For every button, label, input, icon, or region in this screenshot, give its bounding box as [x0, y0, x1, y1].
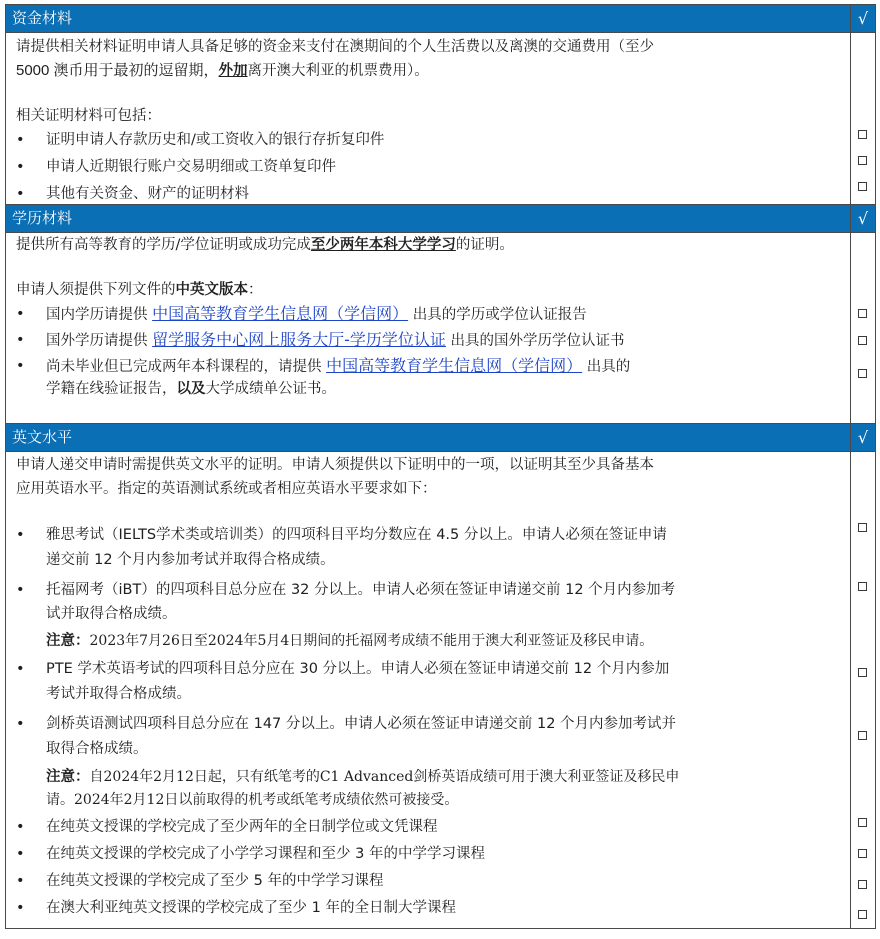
bullet-icon: •: [16, 186, 25, 202]
checkbox[interactable]: [858, 523, 867, 532]
funds-intro-line1: 请提供相关材料证明申请人具备足够的资金来支付在澳期间的个人生活费以及离澳的交通费用（至少: [16, 39, 654, 55]
checkbox[interactable]: [858, 849, 867, 858]
checkbox[interactable]: [858, 369, 867, 378]
bullet-icon: •: [16, 159, 25, 175]
english-header-row: [6, 424, 876, 452]
funds-intro-line2: 5000 澳币用于最初的逗留期，外加离开澳大利亚的机票费用）。: [16, 62, 429, 79]
funds-list-intro: 相关证明材料可包括：: [16, 108, 161, 124]
education-checkbox-cell: [851, 233, 876, 424]
checkbox[interactable]: [858, 309, 867, 318]
bullet-icon: •: [16, 716, 25, 732]
education-intro: 提供所有高等教育的学历/学位证明或成功完成至少两年本科大学学习的证明。: [16, 237, 514, 253]
checkbox[interactable]: [858, 731, 867, 740]
chsi-link[interactable]: 中国高等教育学生信息网（学信网）: [152, 304, 409, 323]
bullet-icon: •: [16, 306, 25, 322]
education-requirement: 申请人须提供下列文件的中英文版本：: [16, 282, 263, 298]
checkbox[interactable]: [858, 668, 867, 677]
list-item-continuation: 试并取得合格成绩。: [46, 606, 177, 622]
english-section-check-icon[interactable]: √: [851, 424, 876, 452]
chsi-link[interactable]: 中国高等教育学生信息网（学信网）: [326, 356, 583, 375]
checkbox[interactable]: [858, 156, 867, 165]
english-intro-line1: 申请人递交申请时需提供英文水平的证明。申请人须提供以下证明中的一项，以证明其至少具备基本: [16, 457, 654, 473]
bullet-icon: •: [16, 527, 25, 543]
document-checklist-table: [5, 4, 876, 929]
checkbox[interactable]: [858, 182, 867, 191]
list-item-continuation: 学籍在线验证报告，以及大学成绩单公证书。: [46, 381, 336, 397]
funds-checkbox-cell: [851, 33, 876, 205]
education-body: 提供所有高等教育的学历/学位证明或成功完成至少两年本科大学学习的证明。 申请人须提供下列文件的中英文版本： • 国内学历请提供 中国高等教育学生信息网（学信网） 出具的学历或学位认证报告 • 国外学历请提供 留学服务中心网上服务大厅-学历学位认证 出具的国外学历学位认证书 • 尚未毕业但已完成两年本科课程的，请提供 中国高等教育学生信息网（学信网） 出具的 学籍在线验证报告，以及大学成绩单公证书。: [6, 233, 851, 424]
english-checkbox-cell: [851, 452, 876, 929]
funds-section-title: 资金材料: [6, 5, 851, 33]
bullet-icon: •: [16, 900, 25, 916]
funds-header-row: [6, 5, 876, 33]
education-header-row: [6, 205, 876, 233]
english-body-row: [6, 452, 876, 929]
list-item-continuation: 取得合格成绩。: [46, 741, 148, 757]
checkbox[interactable]: [858, 582, 867, 591]
cambridge-note-line2: 请。2024年2月12日以前取得的机考或纸笔考成绩依然可被接受。: [46, 792, 459, 808]
bullet-icon: •: [16, 332, 25, 348]
checkbox[interactable]: [858, 130, 867, 139]
ibt-note: 注意：2023年7月26日至2024年5月4日期间的托福网考成绩不能用于澳大利亚签证及移民申请。: [46, 633, 654, 649]
bullet-icon: •: [16, 132, 25, 148]
list-item-continuation: 考试并取得合格成绩。: [46, 686, 191, 702]
funds-emphasis: 外加: [218, 63, 248, 79]
list-item-continuation: 递交前 12 个月内参加考试并取得合格成绩。: [46, 552, 335, 568]
cscse-link[interactable]: 留学服务中心网上服务大厅-学历学位认证: [152, 330, 446, 349]
bullet-icon: •: [16, 358, 25, 374]
english-intro-line2: 应用英语水平。指定的英语测试系统或者相应英语水平要求如下：: [16, 481, 437, 497]
funds-section-check-icon[interactable]: √: [851, 5, 876, 33]
checkbox[interactable]: [858, 336, 867, 345]
bullet-icon: •: [16, 819, 25, 835]
funds-body: 请提供相关材料证明申请人具备足够的资金来支付在澳期间的个人生活费以及离澳的交通费用（至少 5000 澳币用于最初的逗留期，外加离开澳大利亚的机票费用）。 相关证明材料可包括： • 证明申请人存款历史和/或工资收入的银行存折复印件 • 申请人近期银行账户交易明细或工资单复印件 • 其他有关资金、财产的证明材料: [6, 33, 851, 205]
funds-body-row: [6, 33, 876, 205]
education-section-title: 学历材料: [6, 205, 851, 233]
english-body: 申请人递交申请时需提供英文水平的证明。申请人须提供以下证明中的一项，以证明其至少具备基本 应用英语水平。指定的英语测试系统或者相应英语水平要求如下： • 雅思考试（IELTS学术类或培训类）的四项科目平均分数应在 4.5 分以上。申请人必须在签证申请 递交前 12 个月内参加考试并取得合格成绩。 • 托福网考（iBT）的四项科目总分应在 32 分以上。申请人必须在签证申请递交前 12 个月内参加考 试并取得合格成绩。 注意：2023年7月26日至2024年5月4日期间的托福网考成绩不能用于澳大利亚签证及移民申请。 • PTE 学术英语考试的四项科目总分应在 30 分以上。申请人必须在签证申请递交前 12 个月内参加 考试并取得合格成绩。 • 剑桥英语测试四项科目总分应在 147 分以上。申请人必须在签证申请递交前 12 个月内参加考试并 取得合格成绩。 注意：自2024年2月12日起，只有纸笔考的C1 Advanced剑桥英语成绩可用于澳大利亚签证及移民申 请。2024年2月12日以前取得的机考或纸笔考成绩依然可被接受。 • 在纯英文授课的学校完成了至少两年的全日制学位或文凭课程 • 在纯英文授课的学校完成了小学学习课程和至少 3 年的中学学习课程 • 在纯英文授课的学校完成了至少 5 年的中学学习课程 • 在澳大利亚纯英文授课的学校完成了至少 1 年的全日制大学课程: [6, 452, 851, 929]
english-section-title: 英文水平: [6, 424, 851, 452]
education-section-check-icon[interactable]: √: [851, 205, 876, 233]
checkbox[interactable]: [858, 880, 867, 889]
cambridge-note-line1: 注意：自2024年2月12日起，只有纸笔考的C1 Advanced剑桥英语成绩可用于澳大利亚签证及移民申: [46, 769, 680, 785]
checkbox[interactable]: [858, 818, 867, 827]
education-body-row: [6, 233, 876, 424]
checkbox[interactable]: [858, 910, 867, 919]
bullet-icon: •: [16, 846, 25, 862]
bullet-icon: •: [16, 582, 25, 598]
bullet-icon: •: [16, 661, 25, 677]
bullet-icon: •: [16, 873, 25, 889]
